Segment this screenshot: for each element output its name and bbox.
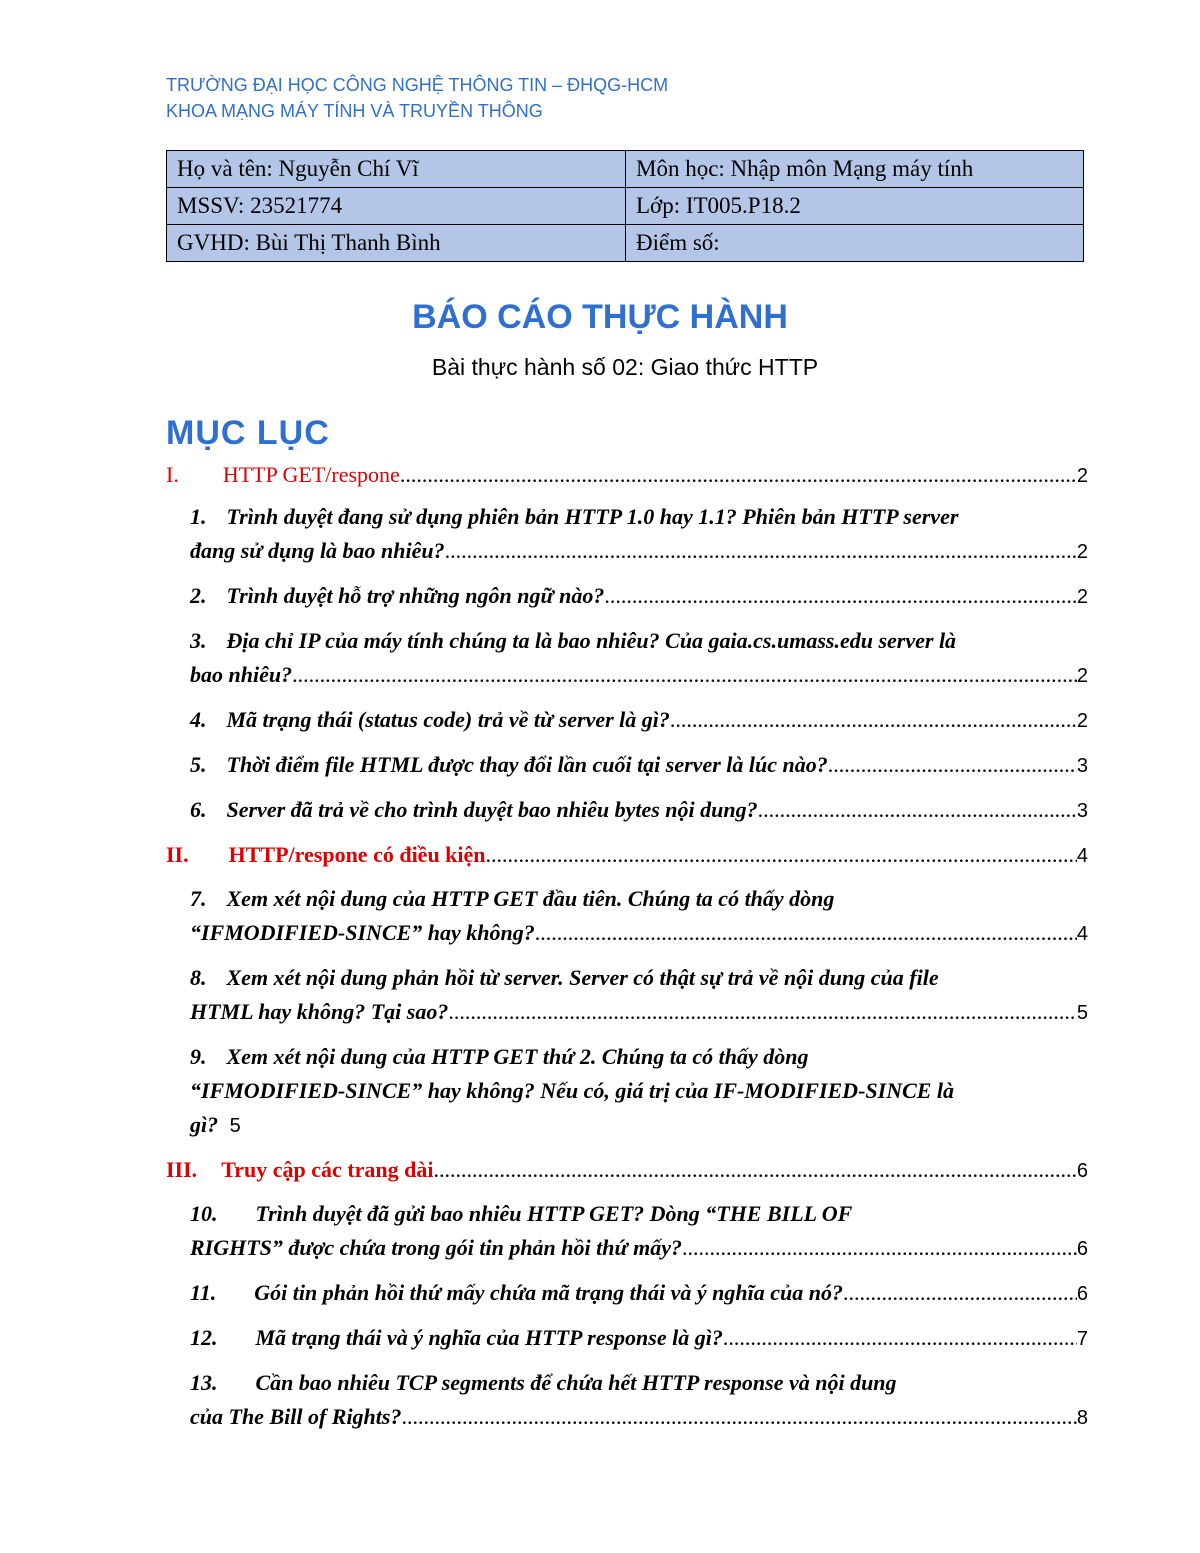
student-name: Họ và tên: Nguyễn Chí Vĩ	[167, 151, 626, 188]
toc-text: Thời điểm file HTML được thay đổi lần cuối tại server là lúc nào?	[226, 752, 828, 777]
toc-leader	[486, 838, 1077, 872]
toc-number: 7.	[190, 886, 207, 911]
toc-number: 8.	[190, 965, 207, 990]
toc-item-4[interactable]	[166, 703, 1088, 738]
university-name: TRƯỜNG ĐẠI HỌC CÔNG NGHỆ THÔNG TIN – ĐHQG-HCM	[166, 75, 669, 95]
toc-text-line2: bao nhiêu?	[190, 662, 293, 687]
toc-number: 6.	[190, 797, 207, 822]
toc-text-line2: “IFMODIFIED-SINCE” hay không?	[190, 920, 535, 945]
toc-text-line1: Xem xét nội dung phản hồi từ server. Server có thật sự trả về nội dung của file	[226, 965, 939, 990]
toc-text: Server đã trả về cho trình duyệt bao nhiêu bytes nội dung?	[226, 797, 758, 822]
student-info-table	[166, 150, 1084, 262]
toc-item-9[interactable]	[166, 1040, 1088, 1143]
toc-text: Trình duyệt hỗ trợ những ngôn ngữ nào?	[226, 583, 605, 608]
toc-leader	[535, 916, 1077, 950]
toc-page: 2	[1076, 710, 1088, 732]
toc-text-line2: HTML hay không? Tại sao?	[190, 999, 449, 1024]
toc-page: 2	[1076, 665, 1088, 687]
toc-page: 6	[1076, 1160, 1088, 1182]
toc-text-line1: Cần bao nhiêu TCP segments để chứa hết HTTP response và nội dung	[255, 1370, 897, 1395]
toc-text-line2: đang sử dụng là bao nhiêu?	[190, 538, 445, 563]
table-of-contents	[166, 458, 1088, 1435]
toc-number: 13.	[190, 1370, 218, 1395]
toc-page: 4	[1076, 923, 1088, 945]
toc-item-11[interactable]	[166, 1276, 1088, 1311]
faculty-name: KHOA MẠNG MÁY TÍNH VÀ TRUYỀN THÔNG	[166, 101, 543, 121]
toc-leader	[723, 1321, 1077, 1355]
toc-item-10[interactable]	[166, 1197, 1088, 1266]
toc-number: I.	[166, 462, 179, 487]
toc-leader	[758, 793, 1077, 827]
toc-leader	[670, 703, 1077, 737]
toc-item-3[interactable]	[166, 624, 1088, 693]
toc-leader	[433, 1153, 1076, 1187]
toc-leader	[400, 458, 1077, 492]
toc-section-2[interactable]	[166, 838, 1088, 872]
toc-number: II.	[166, 842, 189, 867]
toc-item-8[interactable]	[166, 961, 1088, 1030]
toc-item-12[interactable]	[166, 1321, 1088, 1356]
toc-number: 2.	[190, 583, 207, 608]
toc-page: 6	[1076, 1238, 1088, 1260]
toc-leader	[828, 748, 1077, 782]
toc-text-line2: “IFMODIFIED-SINCE” hay không? Nếu có, giá trị của IF-MODIFIED-SINCE là	[190, 1078, 955, 1103]
instructor-name: GVHD: Bùi Thị Thanh Bình	[167, 225, 626, 262]
toc-page: 2	[1076, 465, 1088, 487]
toc-text: HTTP/respone có điều kiện	[228, 842, 486, 867]
toc-number: 3.	[190, 628, 207, 653]
toc-item-1[interactable]	[166, 500, 1088, 569]
toc-leader	[448, 995, 1077, 1029]
student-id: MSSV: 23521774	[167, 188, 626, 225]
toc-item-7[interactable]	[166, 882, 1088, 951]
toc-text: Mã trạng thái (status code) trả về từ server là gì?	[226, 707, 670, 732]
report-title: BÁO CÁO THỰC HÀNH	[412, 298, 788, 336]
toc-page: 2	[1076, 541, 1088, 563]
toc-text-line1: Xem xét nội dung của HTTP GET đầu tiên. Chúng ta có thấy dòng	[226, 886, 835, 911]
toc-text: HTTP GET/respone	[222, 462, 400, 487]
toc-item-13[interactable]	[166, 1366, 1088, 1435]
score-field: Điểm số:	[626, 225, 1084, 262]
toc-leader	[682, 1231, 1077, 1265]
toc-number: 1.	[190, 504, 207, 529]
toc-page: 3	[1076, 755, 1088, 777]
toc-page: 3	[1076, 800, 1088, 822]
toc-page: 2	[1076, 586, 1088, 608]
toc-number: 12.	[190, 1325, 218, 1350]
toc-text-line1: Trình duyệt đã gửi bao nhiêu HTTP GET? Dòng “THE BILL OF	[255, 1201, 853, 1226]
toc-item-5[interactable]	[166, 748, 1088, 783]
toc-page: 6	[1076, 1283, 1088, 1305]
toc-leader	[445, 534, 1077, 568]
toc-text-line3: gì?	[190, 1112, 219, 1137]
toc-section-1[interactable]	[166, 458, 1088, 492]
toc-page: 8	[1076, 1407, 1088, 1429]
toc-page: 4	[1076, 845, 1088, 867]
toc-text-line2: của The Bill of Rights?	[190, 1404, 402, 1429]
toc-text-line2: RIGHTS” được chứa trong gói tin phản hồi thứ mấy?	[190, 1235, 683, 1260]
toc-text: Mã trạng thái và ý nghĩa của HTTP response là gì?	[255, 1325, 723, 1350]
toc-number: 9.	[190, 1044, 207, 1069]
toc-number: 11.	[190, 1280, 217, 1305]
toc-text-line1: Xem xét nội dung của HTTP GET thứ 2. Chúng ta có thấy dòng	[226, 1044, 809, 1069]
toc-text: Truy cập các trang dài	[221, 1157, 434, 1182]
class-code: Lớp: IT005.P18.2	[626, 188, 1084, 225]
toc-leader	[401, 1400, 1076, 1434]
toc-leader	[843, 1276, 1077, 1310]
toc-page: 5	[229, 1115, 241, 1137]
toc-number: 5.	[190, 752, 207, 777]
toc-item-2[interactable]	[166, 579, 1088, 614]
toc-leader	[292, 658, 1077, 692]
toc-page: 7	[1076, 1328, 1088, 1350]
toc-number: 10.	[190, 1201, 218, 1226]
toc-title: MỤC LỤC	[166, 414, 330, 452]
university-header	[166, 72, 668, 124]
toc-number: 4.	[190, 707, 207, 732]
toc-leader	[604, 579, 1077, 613]
toc-number: III.	[166, 1157, 198, 1182]
toc-text: Gói tin phản hồi thứ mấy chứa mã trạng thái và ý nghĩa của nó?	[254, 1280, 843, 1305]
toc-section-3[interactable]	[166, 1153, 1088, 1187]
subject-name: Môn học: Nhập môn Mạng máy tính	[626, 151, 1084, 188]
toc-text-line1: Trình duyệt đang sử dụng phiên bản HTTP 1.0 hay 1.1? Phiên bản HTTP server	[226, 504, 959, 529]
report-subtitle: Bài thực hành số 02: Giao thức HTTP	[431, 354, 819, 380]
toc-item-6[interactable]	[166, 793, 1088, 828]
toc-text-line1: Địa chỉ IP của máy tính chúng ta là bao nhiêu? Của gaia.cs.umass.edu server là	[226, 628, 957, 653]
toc-page: 5	[1076, 1002, 1088, 1024]
